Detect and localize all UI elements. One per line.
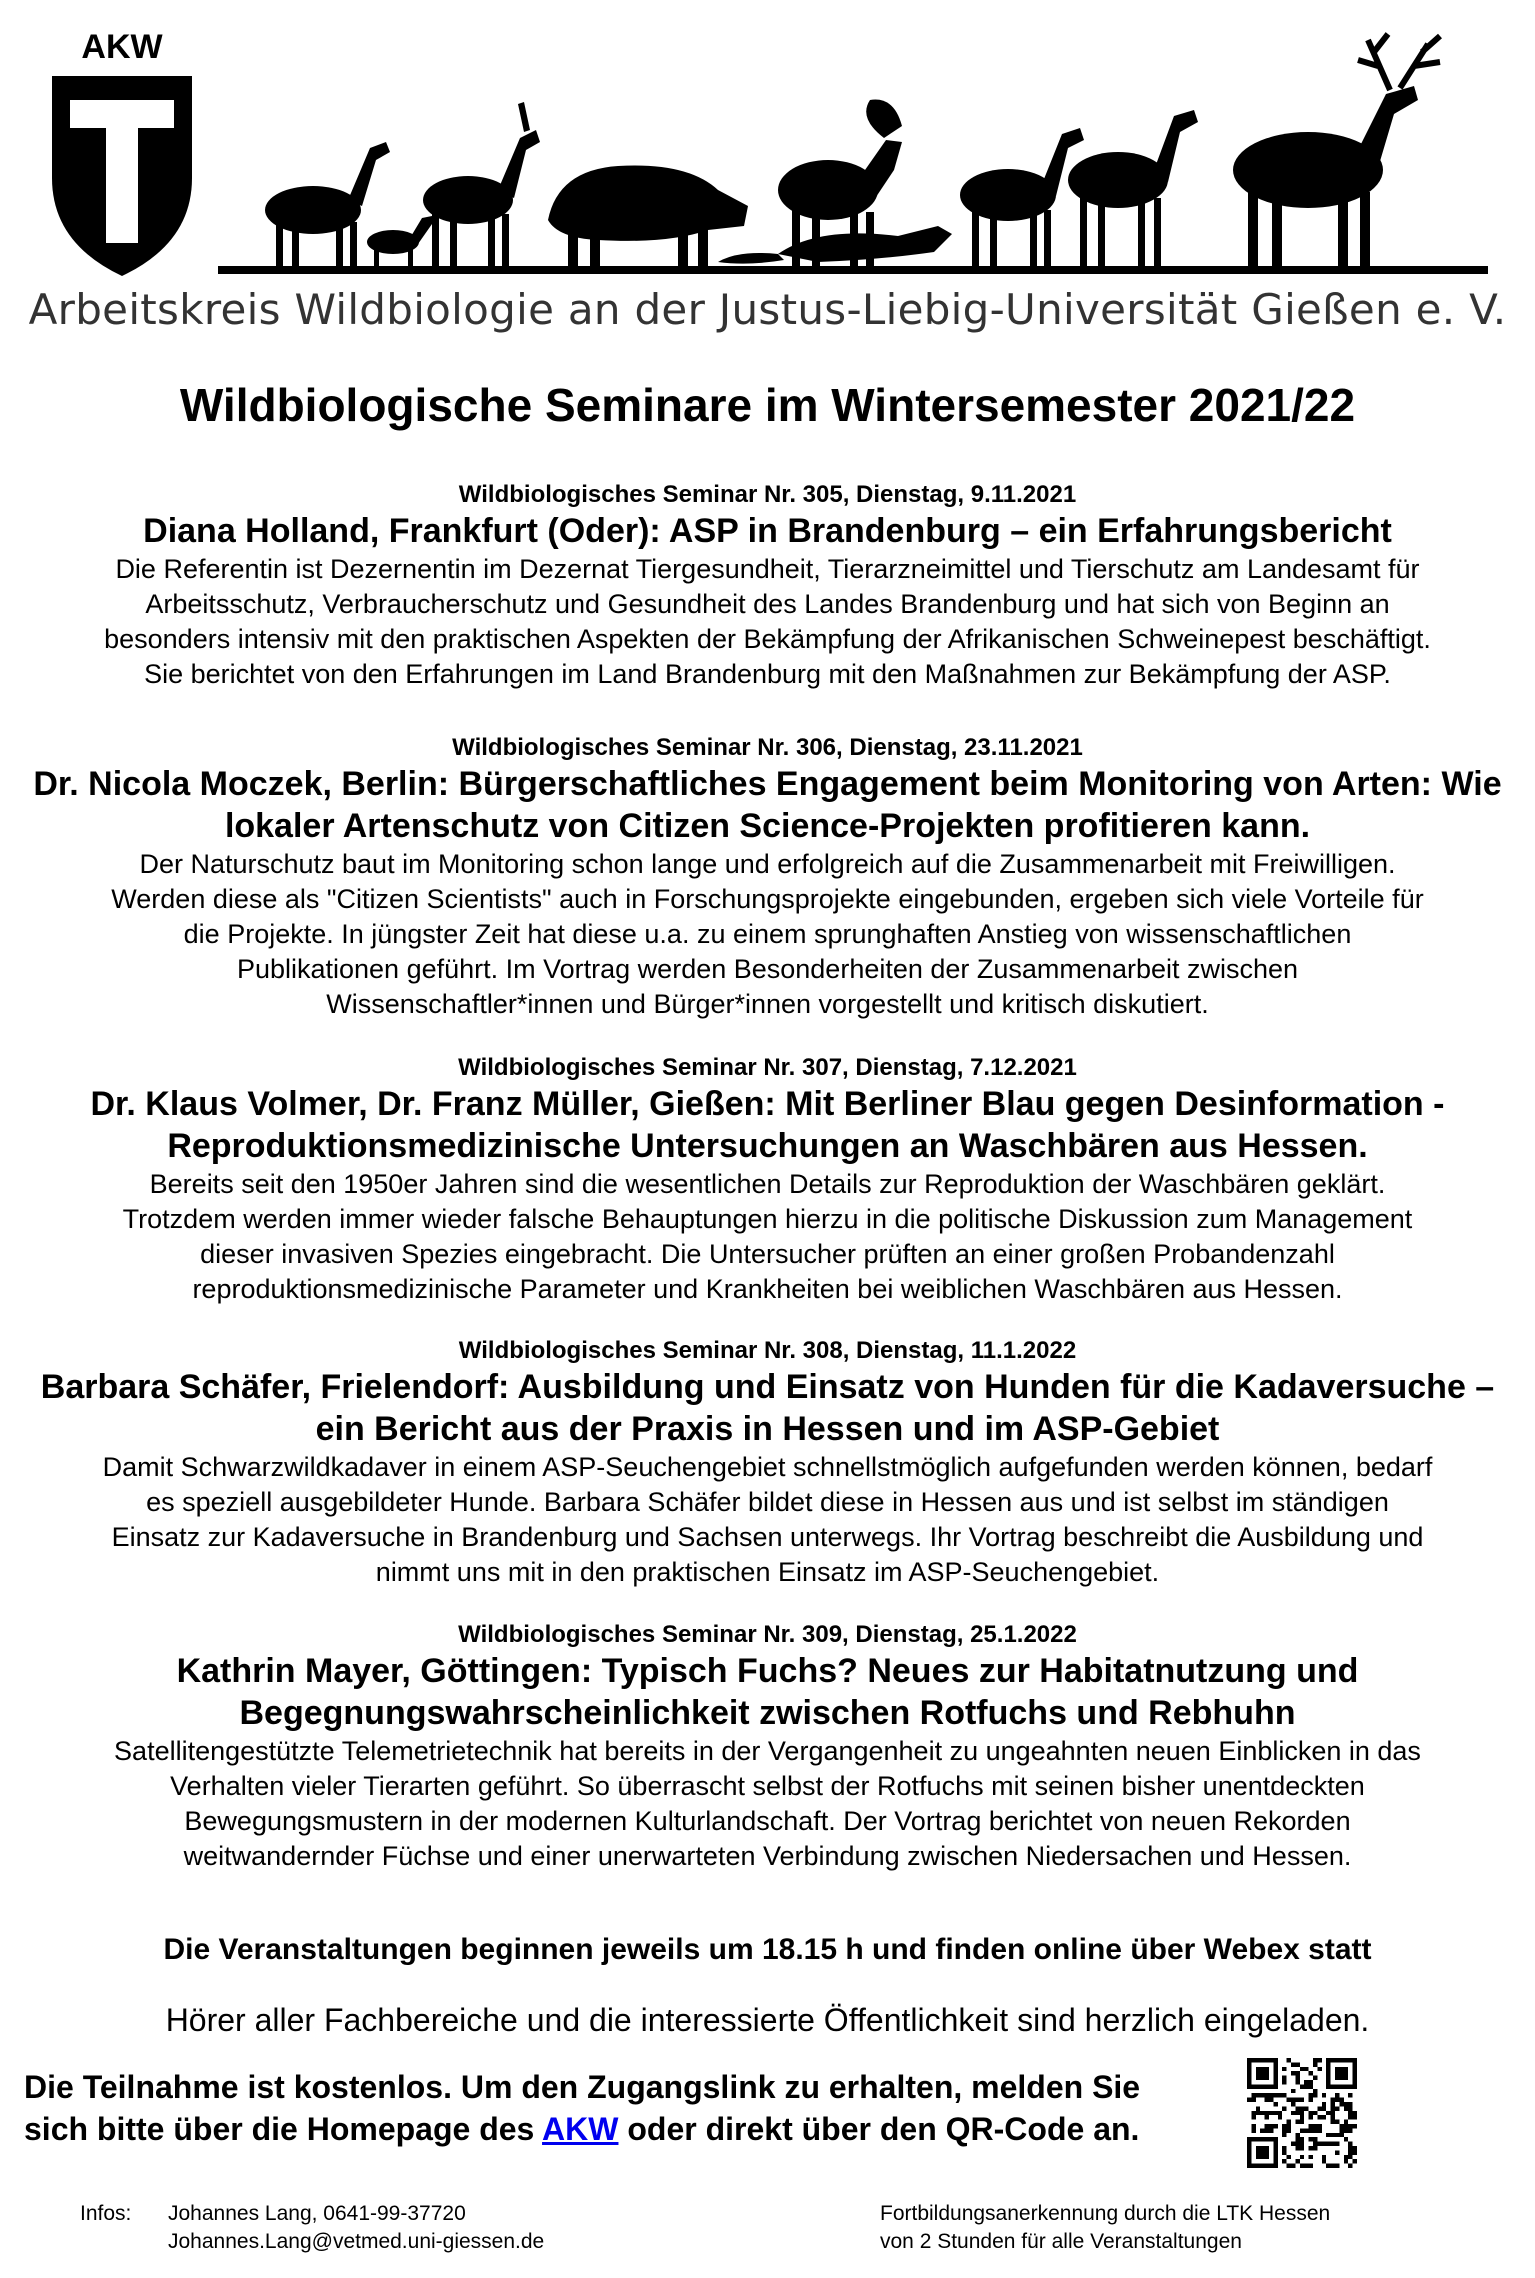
seminar-title: Dr. Klaus Volmer, Dr. Franz Müller, Gießen: Mit Berliner Blau gegen Desinformation - Reproduktionsmedizinische Untersuchungen an Waschbären aus Hessen. — [90, 1085, 1445, 1165]
seminar-title: Barbara Schäfer, Frielendorf: Ausbildung und Einsatz von Hunden für die Kadaversuche – ein Bericht aus der Praxis in Hessen und im ASP-Gebiet — [40, 1368, 1495, 1448]
schedule-note: Die Veranstaltungen beginnen jeweils um 18.15 h und finden online über Webex statt — [163, 1933, 1372, 1966]
seminar-306 — [18, 733, 1517, 1022]
seminar-header: Wildbiologisches Seminar Nr. 308, Dienstag, 11.1.2022 — [458, 1337, 1077, 1364]
seminar-header: Wildbiologisches Seminar Nr. 309, Dienstag, 25.1.2022 — [458, 1621, 1077, 1648]
wildlife-silhouettes-icon — [218, 30, 1488, 280]
seminar-description: Damit Schwarzwildkadaver in einem ASP-Seuchengebiet schnellstmöglich aufgefunden werden können, bedarf es speziell ausgebildeter Hunde. Barbara Schäfer bildet diese in Hessen aus und ist selbst im ständigen Einsatz zur Kadaversuche in Brandenburg und Sachsen unterwegs. Ihr Vortrag beschreibt die Ausbildung und nimmt uns mit in den praktischen Einsatz im ASP-Seuchengebiet. — [102, 1452, 1433, 1587]
qr-code-icon[interactable] — [1247, 2058, 1357, 2168]
seminar-description: Die Referentin ist Dezernentin im Dezernat Tiergesundheit, Tierarzneimittel und Tierschutz am Landesamt für Arbeitsschutz, Verbraucherschutz und Gesundheit des Landes Brandenburg und hat sich von Beginn an besonders intensiv mit den praktischen Aspekten der Bekämpfung der Afrikanischen Schweinepest beschäftigt. Sie berichtet von den Erfahrungen im Land Brandenburg mit den Maßnahmen zur Bekämpfung der ASP. — [104, 554, 1431, 689]
seminar-header: Wildbiologisches Seminar Nr. 306, Dienstag, 23.11.2021 — [452, 734, 1083, 761]
contact-email[interactable]: Johannes.Lang@vetmed.uni-giessen.de — [168, 2230, 545, 2253]
seminar-header: Wildbiologisches Seminar Nr. 305, Dienstag, 9.11.2021 — [458, 481, 1077, 508]
registration-note: Die Teilnahme ist kostenlos. Um den Zugangslink zu erhalten, melden Sie sich bitte über die Homepage des AKW oder direkt über den QR-Code an. — [24, 2069, 1141, 2147]
akw-logo-icon — [42, 28, 202, 278]
ltk-accreditation: Fortbildungsanerkennung durch die LTK Hessen von 2 Stunden für alle Veranstaltungen — [880, 2202, 1331, 2253]
seminar-description: Bereits seit den 1950er Jahren sind die wesentlichen Details zur Reproduktion der Waschbären geklärt. Trotzdem werden immer wieder falsche Behauptungen hierzu in die politische Diskussion zum Management dieser invasiven Spezies eingebracht. Die Untersucher prüften an einer großen Probandenzahl reproduktionsmedizinische Parameter und Krankheiten bei weiblichen Waschbären aus Hessen. — [122, 1169, 1413, 1304]
seminar-title: Dr. Nicola Moczek, Berlin: Bürgerschaftliches Engagement beim Monitoring von Arten: Wie lokaler Artenschutz von Citizen Science-Projekten profitieren kann. — [33, 765, 1502, 845]
seminar-title: Kathrin Mayer, Göttingen: Typisch Fuchs? Neues zur Habitatnutzung und Begegnungswahrscheinlichkeit zwischen Rotfuchs und Rebhuhn — [176, 1652, 1359, 1732]
seminar-description: Satellitengestützte Telemetrietechnik hat bereits in der Vergangenheit zu ungeahnten neuen Einblicken in das Verhalten vieler Tierarten geführt. So überrascht selbst der Rotfuchs mit seinen bisher unentdeckten Bewegungsmustern in der modernen Kulturlandschaft. Der Vortrag berichtet von neuen Rekorden weitwandernder Füchse und einer unerwarteten Verbindung zwischen Niedersachen und Hessen. — [114, 1736, 1421, 1871]
invitation-note: Hörer aller Fachbereiche und die interessierte Öffentlichkeit sind herzlich eingeladen. — [165, 2002, 1370, 2038]
seminar-header: Wildbiologisches Seminar Nr. 307, Dienstag, 7.12.2021 — [458, 1054, 1077, 1081]
svg-text:AKW: AKW — [81, 28, 163, 66]
page-title: Wildbiologische Seminare im Wintersemester 2021/22 — [179, 379, 1356, 431]
contact-name-phone: Johannes Lang, 0641-99-37720 — [168, 2202, 466, 2225]
seminar-305 — [18, 480, 1517, 692]
infos-label: Infos: — [80, 2202, 132, 2225]
seminar-309 — [18, 1620, 1517, 1874]
seminar-description: Der Naturschutz baut im Monitoring schon lange und erfolgreich auf die Zusammenarbeit mit Freiwilligen. Werden diese als "Citizen Scientists" auch in Forschungsprojekte eingebunden, ergeben sich viele Vorteile für die Projekte. In jüngster Zeit hat diese u.a. zu einem sprunghaften Anstieg von wissenschaftlichen Publikationen geführt. Im Vortrag werden Besonderheiten der Zusammenarbeit zwischen Wissenschaftler*innen und Bürger*innen vorgestellt und kritisch diskutiert. — [111, 849, 1424, 1019]
seminar-307 — [18, 1053, 1517, 1307]
seminar-title: Diana Holland, Frankfurt (Oder): ASP in Brandenburg – ein Erfahrungsbericht — [143, 512, 1392, 550]
organization-name: Arbeitskreis Wildbiologie an der Justus-Liebig-Universität Gießen e. V. — [28, 285, 1507, 334]
seminar-308 — [18, 1336, 1517, 1590]
akw-homepage-link[interactable]: AKW — [542, 2111, 619, 2147]
